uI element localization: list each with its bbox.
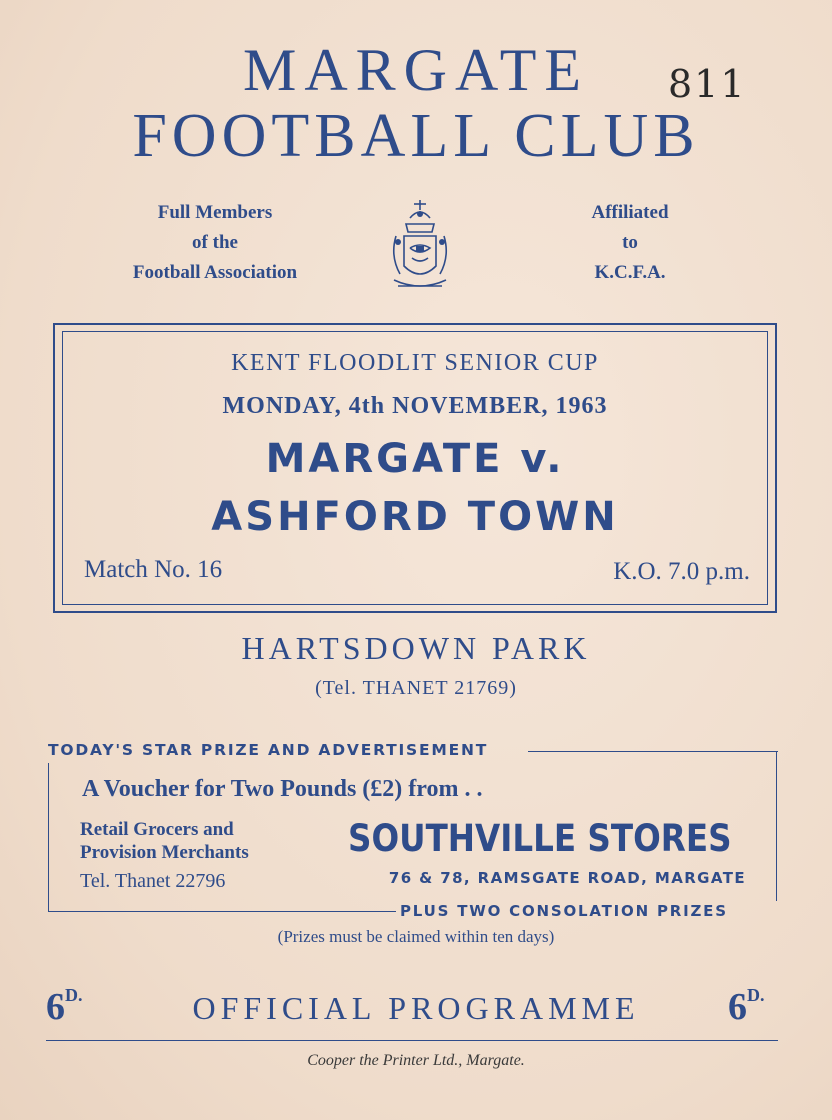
price-suffix: D. [747,985,765,1005]
prize-frame-right [776,751,777,901]
prize-frame-top [528,751,778,752]
price-value: 6 [46,986,65,1028]
prize-frame-left [48,763,49,912]
affiliation-line: K.C.F.A. [594,262,666,283]
affiliation-line: to [622,232,638,253]
retail-line: Provision Merchants [80,842,249,863]
price-value: 6 [728,986,747,1028]
club-crest-icon [386,196,454,300]
programme-label: OFFICIAL PROGRAMME [192,990,640,1026]
store-name: SOUTHVILLE STORES [348,817,732,860]
kick-off-time: K.O. 7.0 p.m. [613,558,750,585]
printer-credit: Cooper the Printer Ltd., Margate. [307,1052,525,1069]
kcfa-affiliation-note [545,198,715,288]
club-title-line1: MARGATE [242,37,589,103]
away-team: ASHFORD TOWN [211,494,619,540]
competition-name: KENT FLOODLIT SENIOR CUP [231,350,599,376]
membership-line: Full Members [157,202,273,223]
affiliation-line: Affiliated [591,202,669,223]
membership-line: Football Association [132,262,298,283]
club-title-line2: FOOTBALL CLUB [132,102,700,170]
voucher-offer: A Voucher for Two Pounds (£2) from . . [82,776,483,802]
claim-note: (Prizes must be claimed within ten days) [277,927,555,946]
membership-line: of the [192,232,238,253]
venue-name: HARTSDOWN PARK [241,630,591,666]
fa-membership-note [100,198,330,288]
venue-telephone: (Tel. THANET 21769) [315,677,517,699]
match-number: Match No. 16 [84,556,223,583]
price-right [728,985,765,1029]
consolation-prizes: PLUS TWO CONSOLATION PRIZES [400,902,728,920]
home-team: MARGATE v. [265,436,565,482]
match-date: MONDAY, 4th NOVEMBER, 1963 [222,393,608,419]
footer-rule [46,1040,778,1041]
retail-line: Retail Grocers and [80,819,234,840]
price-suffix: D. [65,985,83,1005]
stamped-number: 811 [668,62,747,106]
retail-description [80,818,249,864]
store-address: 76 & 78, RAMSGATE ROAD, MARGATE [388,869,746,887]
prize-heading: TODAY'S STAR PRIZE AND ADVERTISEMENT [48,741,489,759]
prize-frame-bottom [48,911,396,912]
store-telephone: Tel. Thanet 22796 [80,870,226,892]
